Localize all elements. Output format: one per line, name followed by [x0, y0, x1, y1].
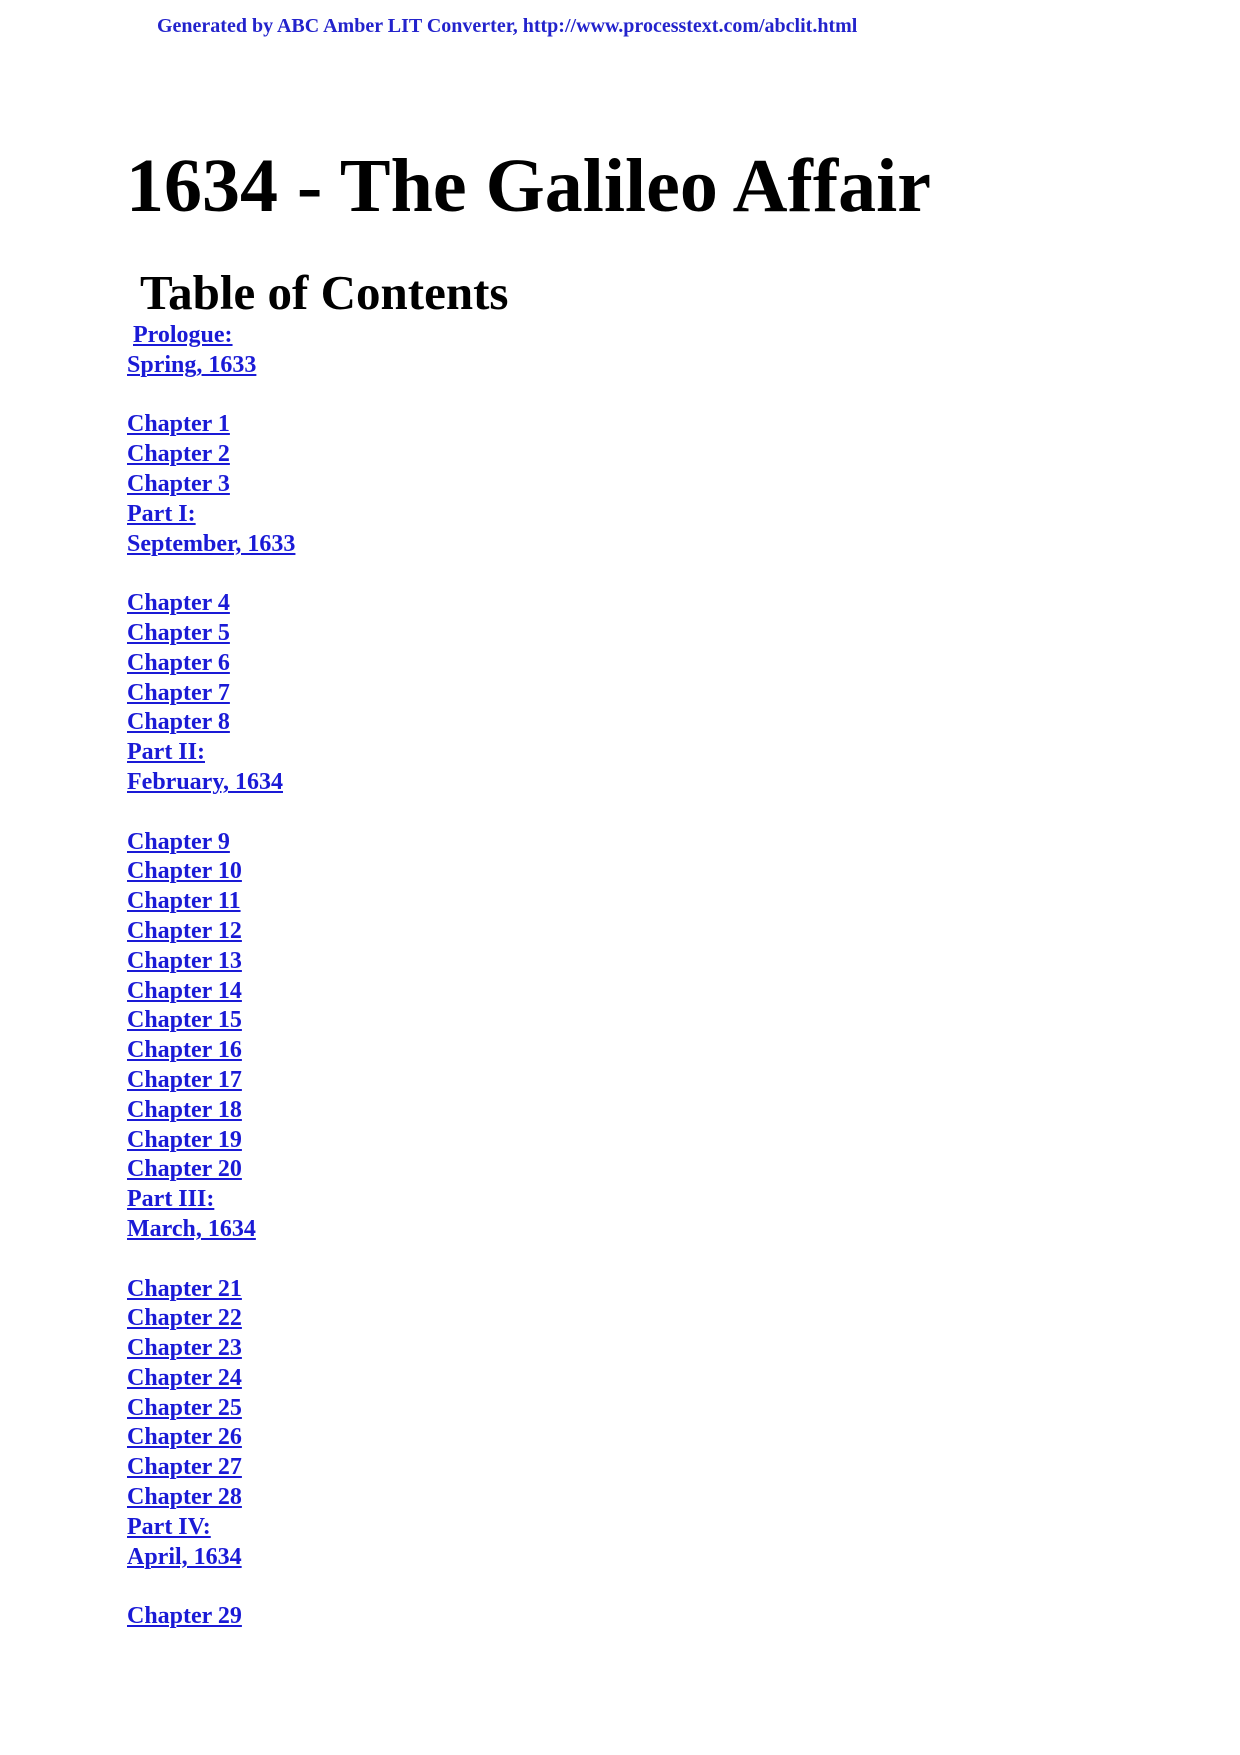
toc-entry [127, 1394, 295, 1424]
toc-link-chapter-10[interactable]: Chapter 10 [127, 858, 242, 885]
toc-spacer [127, 798, 295, 828]
toc-link-chapter-20[interactable]: Chapter 20 [127, 1156, 242, 1183]
toc-entry [127, 589, 295, 619]
generator-notice: Generated by ABC Amber LIT Converter, http://www.processtext.com/abclit.html [157, 15, 858, 37]
toc-link-chapter-23[interactable]: Chapter 23 [127, 1335, 242, 1362]
toc-spacer [127, 381, 295, 411]
toc-entry [127, 1185, 295, 1215]
toc-link-chapter-11[interactable]: Chapter 11 [127, 888, 241, 915]
toc-entry [127, 887, 295, 917]
toc-entry [127, 1096, 295, 1126]
toc-link-part-4-date[interactable]: April, 1634 [127, 1543, 242, 1570]
toc-entry [127, 1364, 295, 1394]
toc-link-chapter-13[interactable]: Chapter 13 [127, 947, 242, 974]
toc-link-chapter-6[interactable]: Chapter 6 [127, 649, 230, 676]
toc-entry [127, 1155, 295, 1185]
toc-entry [127, 768, 295, 798]
toc-entry [127, 679, 295, 709]
toc-entry [127, 1066, 295, 1096]
toc-entry [127, 1513, 295, 1543]
toc-link-chapter-17[interactable]: Chapter 17 [127, 1066, 242, 1093]
toc-list [127, 321, 295, 1632]
toc-entry [127, 649, 295, 679]
toc-entry [127, 530, 295, 560]
toc-entry [127, 857, 295, 887]
toc-link-part-1-date[interactable]: September, 1633 [127, 530, 296, 557]
toc-entry [127, 1275, 295, 1305]
toc-link-chapter-5[interactable]: Chapter 5 [127, 619, 230, 646]
toc-link-chapter-12[interactable]: Chapter 12 [127, 917, 242, 944]
toc-entry [127, 1036, 295, 1066]
toc-link-part-3[interactable]: Part III: [127, 1186, 215, 1213]
toc-entry [127, 470, 295, 500]
toc-entry [127, 917, 295, 947]
toc-entry [127, 1543, 295, 1573]
toc-link-chapter-16[interactable]: Chapter 16 [127, 1037, 242, 1064]
book-title: 1634 - The Galileo Affair [126, 144, 931, 228]
toc-link-chapter-19[interactable]: Chapter 19 [127, 1126, 242, 1153]
toc-link-chapter-8[interactable]: Chapter 8 [127, 709, 230, 736]
toc-heading: Table of Contents [140, 265, 509, 320]
toc-entry [127, 410, 295, 440]
toc-entry [127, 1453, 295, 1483]
toc-link-chapter-14[interactable]: Chapter 14 [127, 977, 242, 1004]
toc-entry [127, 1602, 295, 1632]
toc-link-chapter-29[interactable]: Chapter 29 [127, 1603, 242, 1630]
toc-entry [127, 738, 295, 768]
toc-entry [127, 708, 295, 738]
toc-link-chapter-2[interactable]: Chapter 2 [127, 441, 230, 468]
toc-link-chapter-1[interactable]: Chapter 1 [127, 411, 230, 438]
toc-link-chapter-15[interactable]: Chapter 15 [127, 1007, 242, 1034]
toc-entry [127, 1423, 295, 1453]
toc-entry [127, 1215, 295, 1245]
toc-link-chapter-21[interactable]: Chapter 21 [127, 1275, 242, 1302]
toc-link-chapter-24[interactable]: Chapter 24 [127, 1364, 242, 1391]
toc-spacer [127, 1572, 295, 1602]
toc-link-chapter-27[interactable]: Chapter 27 [127, 1454, 242, 1481]
toc-entry [127, 440, 295, 470]
toc-entry [127, 1483, 295, 1513]
toc-link-chapter-18[interactable]: Chapter 18 [127, 1096, 242, 1123]
toc-entry [127, 1304, 295, 1334]
toc-link-prologue[interactable]: Prologue: [133, 322, 233, 348]
toc-entry [127, 828, 295, 858]
toc-link-prologue-date[interactable]: Spring, 1633 [127, 351, 257, 378]
toc-spacer [127, 559, 295, 589]
toc-link-part-2-date[interactable]: February, 1634 [127, 768, 283, 795]
toc-link-chapter-22[interactable]: Chapter 22 [127, 1305, 242, 1332]
toc-link-chapter-26[interactable]: Chapter 26 [127, 1424, 242, 1451]
toc-entry [127, 321, 295, 351]
toc-entry [127, 947, 295, 977]
toc-entry [127, 351, 295, 381]
toc-link-part-2[interactable]: Part II: [127, 739, 205, 766]
toc-link-part-3-date[interactable]: March, 1634 [127, 1215, 256, 1242]
toc-link-chapter-28[interactable]: Chapter 28 [127, 1484, 242, 1511]
toc-link-part-1[interactable]: Part I: [127, 500, 196, 527]
toc-entry [127, 619, 295, 649]
toc-link-part-4[interactable]: Part IV: [127, 1513, 211, 1540]
toc-entry [127, 1334, 295, 1364]
toc-spacer [127, 1245, 295, 1275]
toc-link-chapter-4[interactable]: Chapter 4 [127, 590, 230, 617]
toc-entry [127, 500, 295, 530]
toc-link-chapter-9[interactable]: Chapter 9 [127, 828, 230, 855]
toc-entry [127, 1126, 295, 1156]
toc-entry [127, 977, 295, 1007]
toc-entry [127, 1006, 295, 1036]
toc-link-chapter-7[interactable]: Chapter 7 [127, 679, 230, 706]
toc-link-chapter-3[interactable]: Chapter 3 [127, 470, 230, 497]
toc-link-chapter-25[interactable]: Chapter 25 [127, 1394, 242, 1421]
